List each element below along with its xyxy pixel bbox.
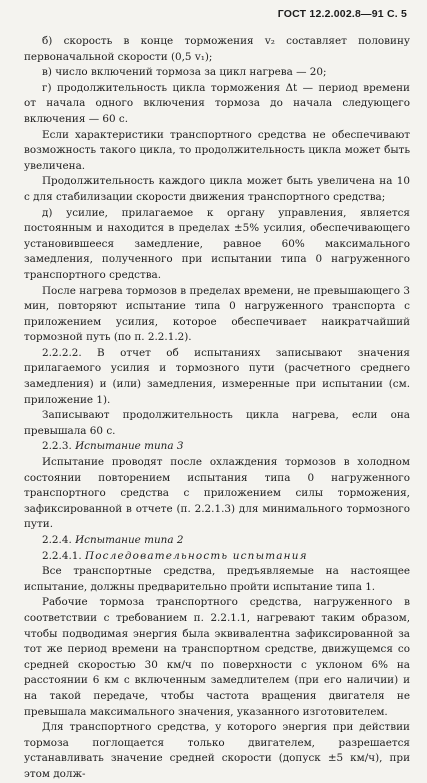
page-header: ГОСТ 12.2.002.8—91 С. 5	[277, 8, 407, 20]
paragraph: После нагрева тормозов в пределах времени, не превышающего 3 мин, повторяют испытание типа 0 нагруженного транспорта с приложением усилия, которое обеспечивает наикратчайший тормозной путь (по п. 2.2.1.2).	[24, 284, 410, 344]
section-title: Испытание типа 3	[75, 440, 184, 453]
section-number: 2.2.3.	[42, 440, 72, 453]
paragraph: Записывают продолжительность цикла нагрева, если она превышала 60 с.	[24, 409, 410, 437]
paragraph: б) скорость в конце торможения v₂ составляет половину первоначальной скорости (0,5 v₁);	[24, 35, 410, 63]
section-number: 2.2.4.	[42, 534, 72, 546]
paragraph: д) усилие, прилагаемое к органу управления, является постоянным и находится в пределах ±5% усилия, обеспечивающего установившееся замедление, равное 60% максимального замедления, полученного при испытании типа 0 нагруженного транспортного средства.	[24, 206, 410, 281]
section-heading-type-2	[24, 533, 410, 549]
paragraph: в) число включений тормоза за цикл нагрева — 20;	[42, 66, 327, 79]
paragraph: Для транспортного средства, у которого энергия при действии тормоза поглощается только двигателем, разрешается устанавливать значение средней скорости (допуск ±5 км/ч), при этом долж-	[24, 721, 410, 780]
section-heading-type-3	[24, 439, 410, 455]
subsection-heading-sequence	[24, 549, 410, 565]
paragraph: г) продолжительность цикла торможения Δt — период времени от начала одного включения тормоза до начала следующего включения — 60 с.	[24, 81, 410, 125]
document-body	[24, 34, 410, 783]
paragraph: Рабочие тормоза транспортного средства, нагруженного в соответствии с требованием п. 2.2.1.1, нагревают таким образом, чтобы подводимая энергия была эквивалентна зафиксированной за тот же период времени на транспортном средстве, движущемся со средней скоростью 30 км/ч по поверхности с уклоном 6% на расстоянии 6 км с включенным замедлителем (при его наличии) и на такой передаче, чтобы частота вращения двигателя не превышала максимального значения, указанного изготовителем.	[24, 596, 410, 718]
section-title: Испытание типа 2	[75, 534, 184, 546]
section-title: Последовательность испытания	[84, 549, 308, 562]
paragraph: Испытание проводят после охлаждения тормозов в холодном состоянии повторением испытания типа 0 нагруженного транспортного средства с приложением силы торможения, зафиксированной в отчете (п. 2.2.1.3) для минимального тормозного пути.	[24, 456, 410, 531]
section-number: 2.2.4.1.	[42, 549, 82, 562]
paragraph: 2.2.2.2. В отчет об испытаниях записывают значения прилагаемого усилия и тормозного пути (расчетного среднего замедления) и (или) замедления, измеренные при испытании (см. приложение 1).	[24, 346, 410, 406]
paragraph: Если характеристики транспортного средства не обеспечивают возможность такого цикла, то продолжительность цикла может быть увеличена.	[24, 128, 410, 172]
paragraph: Продолжительность каждого цикла может быть увеличена на 10 с для стабилизации скорости движения транспортного средства;	[24, 175, 410, 203]
paragraph: Все транспортные средства, предъявляемые на настоящее испытание, должны предварительно пройти испытание типа 1.	[24, 565, 410, 593]
